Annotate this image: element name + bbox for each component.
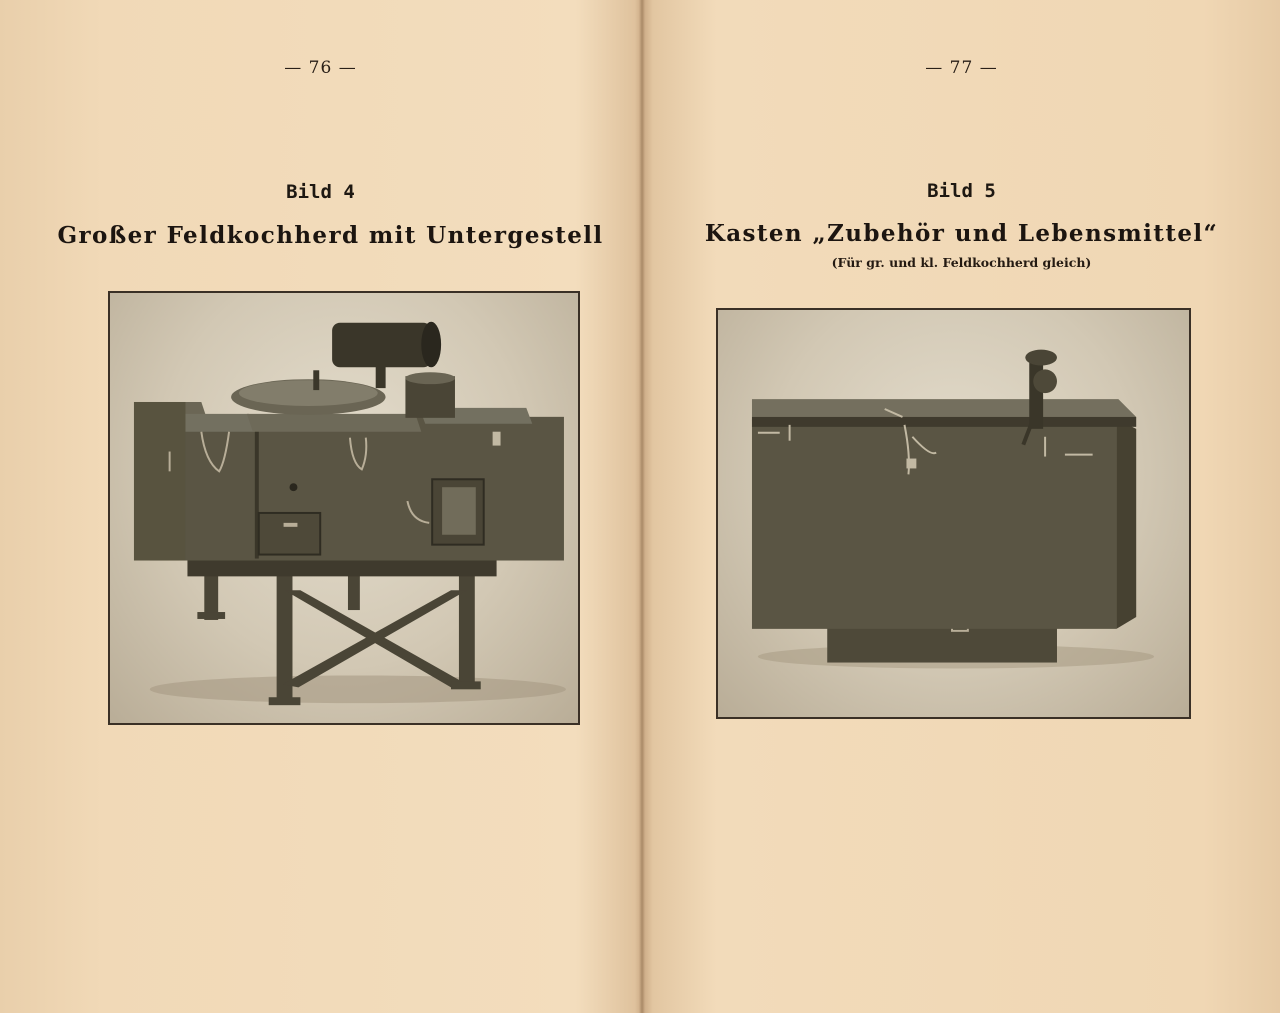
page-number: — 76 — <box>284 58 357 78</box>
figure-title: Großer Feldkochherd mit Untergestell <box>57 222 604 249</box>
figure-title: Kasten „Zubehör und Lebensmittel“ <box>704 220 1219 247</box>
page-number: — 77 — <box>925 58 998 78</box>
figure-label: Bild 5 <box>927 180 996 202</box>
right-page <box>643 0 1280 1013</box>
field-stove-illustration <box>110 293 578 723</box>
field-stove-photo <box>108 291 580 725</box>
figure-subtitle: (Für gr. und kl. Feldkochherd gleich) <box>831 255 1092 270</box>
supply-box-illustration <box>718 310 1189 717</box>
figure-label: Bild 4 <box>286 181 355 203</box>
supply-box-photo <box>716 308 1191 719</box>
